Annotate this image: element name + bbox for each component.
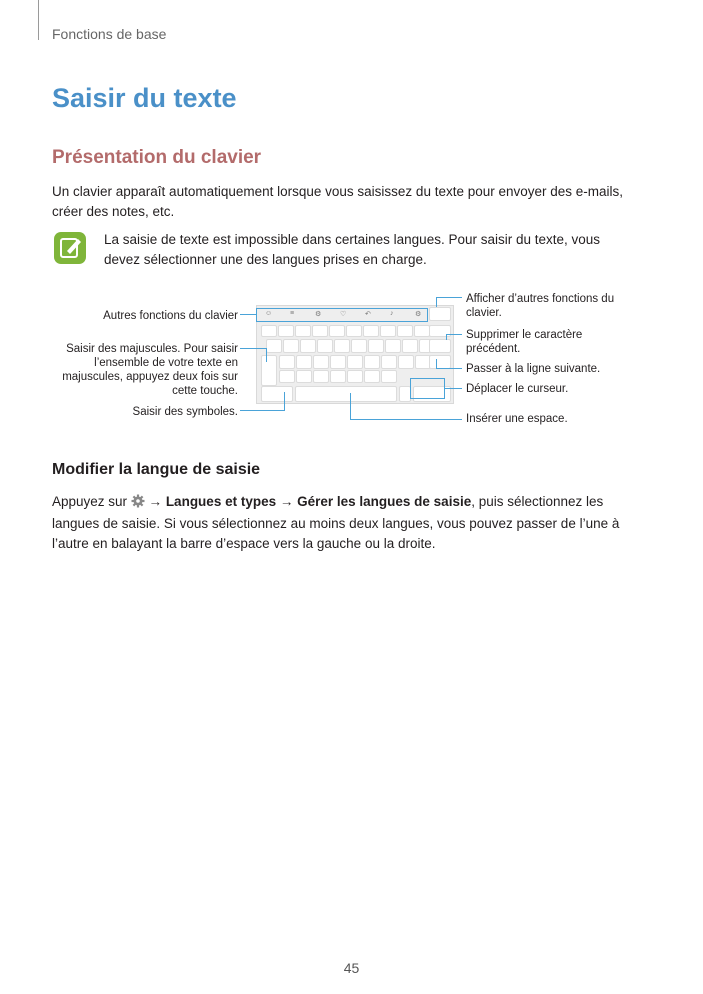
callout-line bbox=[350, 419, 462, 420]
space-key bbox=[295, 386, 397, 402]
key bbox=[334, 339, 350, 353]
callout-line bbox=[410, 398, 444, 399]
key bbox=[329, 325, 345, 337]
running-header: Fonctions de base bbox=[52, 26, 167, 42]
paragraph-text: , puis sélectionnez les langues de saisie. Si vous sélectionnez au moins deux langues, vous pouvez passer de l’une à l’autre en balayant la barre d’espace vers la gauche ou la droite. bbox=[52, 494, 620, 551]
callout-line bbox=[284, 392, 285, 411]
keyboard-illustration bbox=[256, 305, 454, 404]
key bbox=[266, 339, 282, 353]
callout-line bbox=[410, 378, 444, 379]
key bbox=[381, 355, 397, 369]
subsection-heading: Modifier la langue de saisie bbox=[52, 461, 261, 478]
key bbox=[296, 370, 312, 383]
label-more-functions: Afficher d’autres fonctions du clavier. bbox=[466, 293, 615, 319]
arrow: → bbox=[276, 494, 298, 509]
note-text: La saisie de texte est impossible dans certaines langues. Pour saisir du texte, vous devez sélectionner une des langues prises en charge. bbox=[104, 232, 601, 267]
clipboard-icon: ♡ bbox=[340, 311, 347, 318]
key bbox=[300, 339, 316, 353]
key bbox=[296, 355, 312, 369]
label-keyboard-functions: Autres fonctions du clavier bbox=[103, 310, 238, 322]
key bbox=[330, 370, 346, 383]
gear-icon: ⚙ bbox=[415, 311, 422, 318]
key bbox=[381, 370, 397, 383]
key bbox=[363, 325, 379, 337]
key bbox=[397, 325, 413, 337]
arrow: → bbox=[144, 494, 166, 509]
label-cursor: Déplacer le curseur. bbox=[466, 383, 569, 395]
callout-line bbox=[410, 378, 411, 399]
key bbox=[368, 339, 384, 353]
key bbox=[313, 370, 329, 383]
key bbox=[351, 339, 367, 353]
callout-line bbox=[436, 297, 462, 298]
callout-line bbox=[436, 368, 462, 369]
key bbox=[346, 325, 362, 337]
key bbox=[402, 339, 418, 353]
key bbox=[278, 325, 294, 337]
callout-line bbox=[427, 308, 428, 321]
header-rule bbox=[38, 0, 39, 40]
key bbox=[279, 370, 295, 383]
backspace-key bbox=[429, 339, 451, 353]
callout-line bbox=[256, 321, 428, 322]
key bbox=[279, 355, 295, 369]
label-enter: Passer à la ligne suivante. bbox=[466, 363, 601, 375]
mic-icon: ♪ bbox=[390, 310, 394, 317]
callout-line bbox=[436, 297, 437, 307]
key bbox=[347, 355, 363, 369]
key bbox=[295, 325, 311, 337]
settings-icon: ⚙ bbox=[315, 311, 322, 318]
label-symbols: Saisir des symboles. bbox=[132, 406, 238, 418]
callout-line bbox=[256, 308, 428, 309]
key bbox=[317, 339, 333, 353]
emoji-icon: ☺ bbox=[265, 310, 273, 317]
callout-line bbox=[350, 393, 351, 419]
settings-gear-icon bbox=[131, 494, 145, 514]
menu-path-manage-languages: Gérer les langues de saisie bbox=[297, 494, 472, 509]
key bbox=[283, 339, 299, 353]
key bbox=[347, 370, 363, 383]
key bbox=[312, 325, 328, 337]
intro-paragraph: Un clavier apparaît automatiquement lorsque vous saisissez du texte pour envoyer des e-mails, créer des notes, etc. bbox=[52, 184, 624, 219]
key bbox=[385, 339, 401, 353]
note-icon bbox=[54, 232, 86, 264]
enter-key bbox=[429, 355, 451, 369]
label-space: Insérer une espace. bbox=[466, 413, 568, 425]
key bbox=[330, 355, 346, 369]
page-title: Saisir du texte bbox=[52, 83, 237, 113]
undo-icon: ↶ bbox=[365, 311, 371, 318]
symbols-key bbox=[261, 386, 293, 402]
callout-line bbox=[256, 308, 257, 321]
more-functions-icon bbox=[429, 307, 451, 321]
language-paragraph bbox=[52, 492, 652, 554]
key bbox=[414, 325, 430, 337]
callout-line bbox=[266, 348, 267, 362]
page-number: 45 bbox=[343, 960, 360, 976]
key bbox=[313, 355, 329, 369]
key bbox=[398, 355, 414, 369]
label-shift: Saisir des majuscules. Pour saisir l’ensemble de votre texte en majuscules, appuyez deux fois sur cette touche. bbox=[62, 343, 238, 397]
text-style-icon: ≡ bbox=[290, 310, 295, 317]
callout-line bbox=[240, 314, 256, 315]
shift-key bbox=[261, 355, 277, 386]
menu-path-languages: Langues et types bbox=[165, 494, 277, 509]
key bbox=[429, 325, 451, 337]
callout-line bbox=[240, 348, 266, 349]
callout-line bbox=[240, 410, 284, 411]
callout-line bbox=[444, 388, 462, 389]
callout-line bbox=[446, 334, 462, 335]
key bbox=[380, 325, 396, 337]
key bbox=[261, 325, 277, 337]
key bbox=[364, 370, 380, 383]
key bbox=[364, 355, 380, 369]
paragraph-text: Appuyez sur bbox=[52, 494, 131, 509]
section-heading: Présentation du clavier bbox=[52, 147, 262, 168]
label-backspace: Supprimer le caractère précédent. bbox=[466, 329, 583, 355]
callout-line bbox=[446, 334, 447, 340]
